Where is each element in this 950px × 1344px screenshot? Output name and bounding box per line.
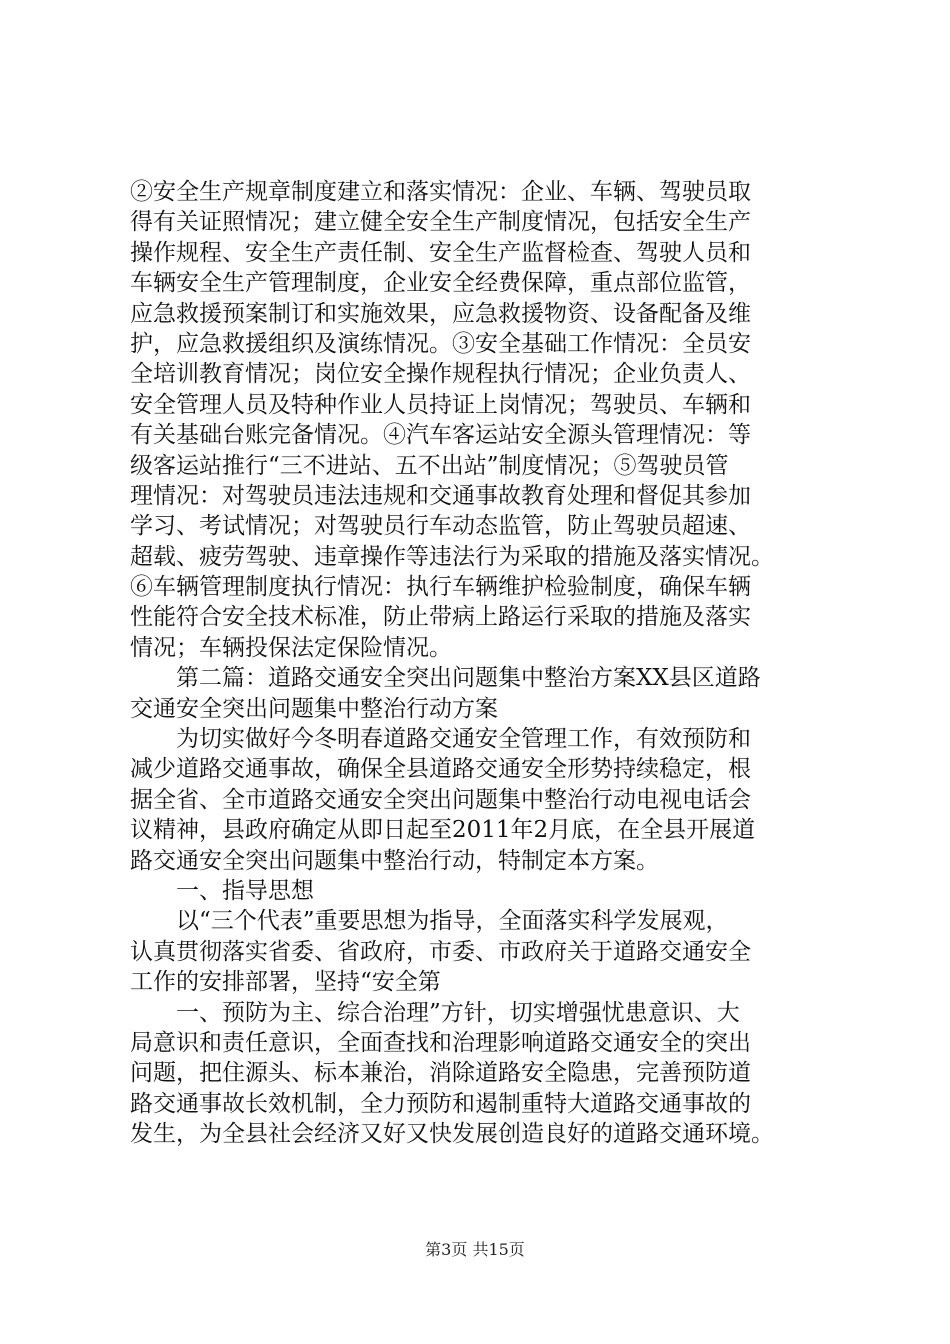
text-line: 安全管理人员及特种作业人员持证上岗情况；驾驶员、车辆和 bbox=[130, 391, 751, 418]
paragraph-start: 一、预防为主、综合治理”方针，切实增强忧患意识、大 bbox=[176, 999, 740, 1026]
text-line: ⑥车辆管理制度执行情况：执行车辆维护检验制度，确保车辆 bbox=[130, 574, 751, 601]
text-line: ②安全生产规章制度建立和落实情况：企业、车辆、驾驶员取 bbox=[130, 179, 751, 205]
text-line: 护，应急救援组织及演练情况。③安全基础工作情况：全员安 bbox=[130, 330, 751, 357]
section-heading: 第二篇：道路交通安全突出问题集中整治方案XX县区道路 bbox=[176, 665, 761, 692]
text-line: 全培训教育情况；岗位安全操作规程执行情况；企业负责人、 bbox=[130, 361, 751, 388]
document-body bbox=[130, 177, 835, 1150]
text-line: 情况；车辆投保法定保险情况。 bbox=[130, 634, 452, 661]
paragraph-start: 为切实做好今冬明春道路交通安全管理工作，有效预防和 bbox=[176, 726, 751, 753]
page-number-footer: 第3页 共15页 bbox=[425, 1240, 525, 1259]
text-line: 据全省、全市道路交通安全突出问题集中整治行动电视电话会 bbox=[130, 786, 751, 813]
text-line: 操作规程、安全生产责任制、安全生产监督检查、驾驶人员和 bbox=[130, 239, 751, 266]
text-line: 应急救援预案制订和实施效果，应急救援物资、设备配备及维 bbox=[130, 300, 751, 327]
text-line: 工作的安排部署，坚持“安全第 bbox=[130, 969, 441, 996]
text-line: 车辆安全生产管理制度，企业安全经费保障，重点部位监管， bbox=[130, 270, 751, 297]
subsection-heading: 一、指导思想 bbox=[176, 877, 314, 904]
text-line: 认真贯彻落实省委、省政府，市委、市政府关于道路交通安全 bbox=[130, 938, 751, 965]
text-line: 得有关证照情况；建立健全安全生产制度情况，包括安全生产 bbox=[130, 209, 751, 236]
paragraph-start: 以“三个代表”重要思想为指导，全面落实科学发展观， bbox=[176, 908, 729, 935]
text-line: 问题，把住源头、标本兼治，消除道路安全隐患，完善预防道 bbox=[130, 1060, 751, 1087]
text-line: 发生，为全县社会经济又好又快发展创造良好的道路交通环境。 bbox=[130, 1121, 774, 1148]
text-line: 性能符合安全技术标准，防止带病上路运行采取的措施及落实 bbox=[130, 604, 751, 631]
text-line: 减少道路交通事故，确保全县道路交通安全形势持续稳定，根 bbox=[130, 756, 751, 783]
text-line: 超载、疲劳驾驶、违章操作等违法行为采取的措施及落实情况。 bbox=[130, 543, 774, 570]
text-line: 路交通事故长效机制，全力预防和遏制重特大道路交通事故的 bbox=[130, 1090, 751, 1117]
text-line: 议精神，县政府确定从即日起至2011年2月底，在全县开展道 bbox=[130, 817, 756, 844]
text-line: 路交通安全突出问题集中整治行动，特制定本方案。 bbox=[130, 847, 659, 874]
text-line: 学习、考试情况；对驾驶员行车动态监管，防止驾驶员超速、 bbox=[130, 513, 751, 540]
text-line: 有关基础台账完备情况。④汽车客运站安全源头管理情况：等 bbox=[130, 422, 751, 449]
text-line: 局意识和责任意识，全面查找和治理影响道路交通安全的突出 bbox=[130, 1029, 751, 1056]
text-line: 交通安全突出问题集中整治行动方案 bbox=[130, 695, 498, 722]
text-line: 级客运站推行“三不进站、五不出站”制度情况；⑤驾驶员管 bbox=[130, 452, 729, 479]
text-line: 理情况：对驾驶员违法违规和交通事故教育处理和督促其参加 bbox=[130, 482, 751, 509]
